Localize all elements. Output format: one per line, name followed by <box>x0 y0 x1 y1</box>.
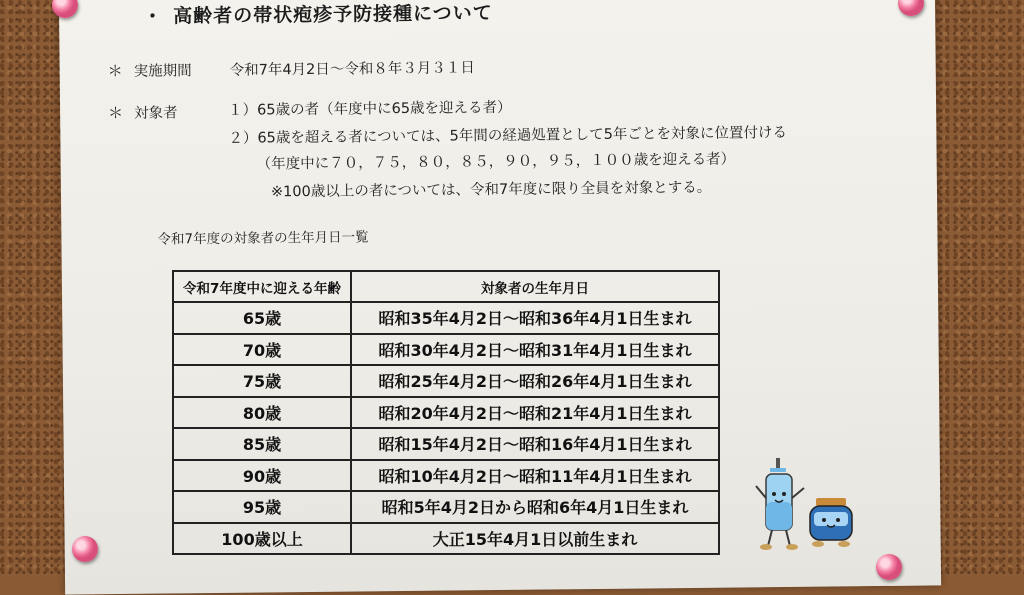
eligible-item-2: ２）65歳を超える者については、5年間の経過処置として5年ごとを対象に位置付ける <box>228 124 788 147</box>
cell-age: 70歳 <box>173 334 351 366</box>
table-row <box>173 460 719 492</box>
birthdate-table <box>172 270 720 555</box>
cell-dob: 昭和30年4月2日～昭和31年4月1日生まれ <box>351 334 719 366</box>
pushpin-icon <box>72 536 98 562</box>
eligible-label: 対象者 <box>134 105 178 122</box>
table-row <box>173 302 719 334</box>
cell-dob: 大正15年4月1日以前生まれ <box>351 523 719 555</box>
cell-dob: 昭和5年4月2日から昭和6年4月1日生まれ <box>351 491 719 523</box>
table-caption: 令和7年度の対象者の生年月日一覧 <box>157 229 369 248</box>
eligible-item-1: １）65歳の者（年度中に65歳を迎える者） <box>228 99 512 119</box>
cell-age: 65歳 <box>173 302 351 334</box>
cell-dob: 昭和35年4月2日～昭和36年4月1日生まれ <box>351 302 719 334</box>
cell-dob: 昭和20年4月2日～昭和21年4月1日生まれ <box>351 397 719 429</box>
cell-age: 80歳 <box>173 397 351 429</box>
table-row <box>173 334 719 366</box>
cell-dob: 昭和10年4月2日～昭和11年4月1日生まれ <box>351 460 719 492</box>
cell-dob: 昭和25年4月2日～昭和26年4月1日生まれ <box>351 365 719 397</box>
table-row <box>173 428 719 460</box>
cell-age: 95歳 <box>173 491 351 523</box>
title-bullet: ・ <box>143 5 164 28</box>
pushpin-icon <box>876 554 902 580</box>
syringe-mascot-icon <box>752 458 862 558</box>
period-value: 令和7年4月2日～令和８年３月３１日 <box>229 60 475 79</box>
syringe-icon <box>756 458 804 550</box>
table-row <box>173 491 719 523</box>
cell-age: 90歳 <box>173 460 351 492</box>
period-marker: ＊ <box>107 61 123 81</box>
period-label: 実施期間 <box>133 63 192 80</box>
cell-age: 75歳 <box>173 365 351 397</box>
table-row <box>173 365 719 397</box>
cell-dob: 昭和15年4月2日～昭和16年4月1日生まれ <box>351 428 719 460</box>
table-header-row <box>173 271 719 302</box>
header-dob: 対象者の生年月日 <box>351 271 719 302</box>
table-row <box>173 523 719 555</box>
cell-age: 100歳以上 <box>173 523 351 555</box>
table-row <box>173 397 719 429</box>
vaccine-vial-icon <box>810 498 852 547</box>
cell-age: 85歳 <box>173 428 351 460</box>
eligible-marker: ＊ <box>108 103 124 123</box>
notice-title: ・ 高齢者の帯状疱疹予防接種について <box>143 2 493 28</box>
eligible-note: ※100歳以上の者については、令和7年度に限り全員を対象とする。 <box>270 179 712 201</box>
header-age: 令和7年度中に迎える年齢 <box>173 271 351 302</box>
eligible-item-3: （年度中に７０，７５，８０，８５，９０，９５，１００歳を迎える者） <box>256 151 736 173</box>
